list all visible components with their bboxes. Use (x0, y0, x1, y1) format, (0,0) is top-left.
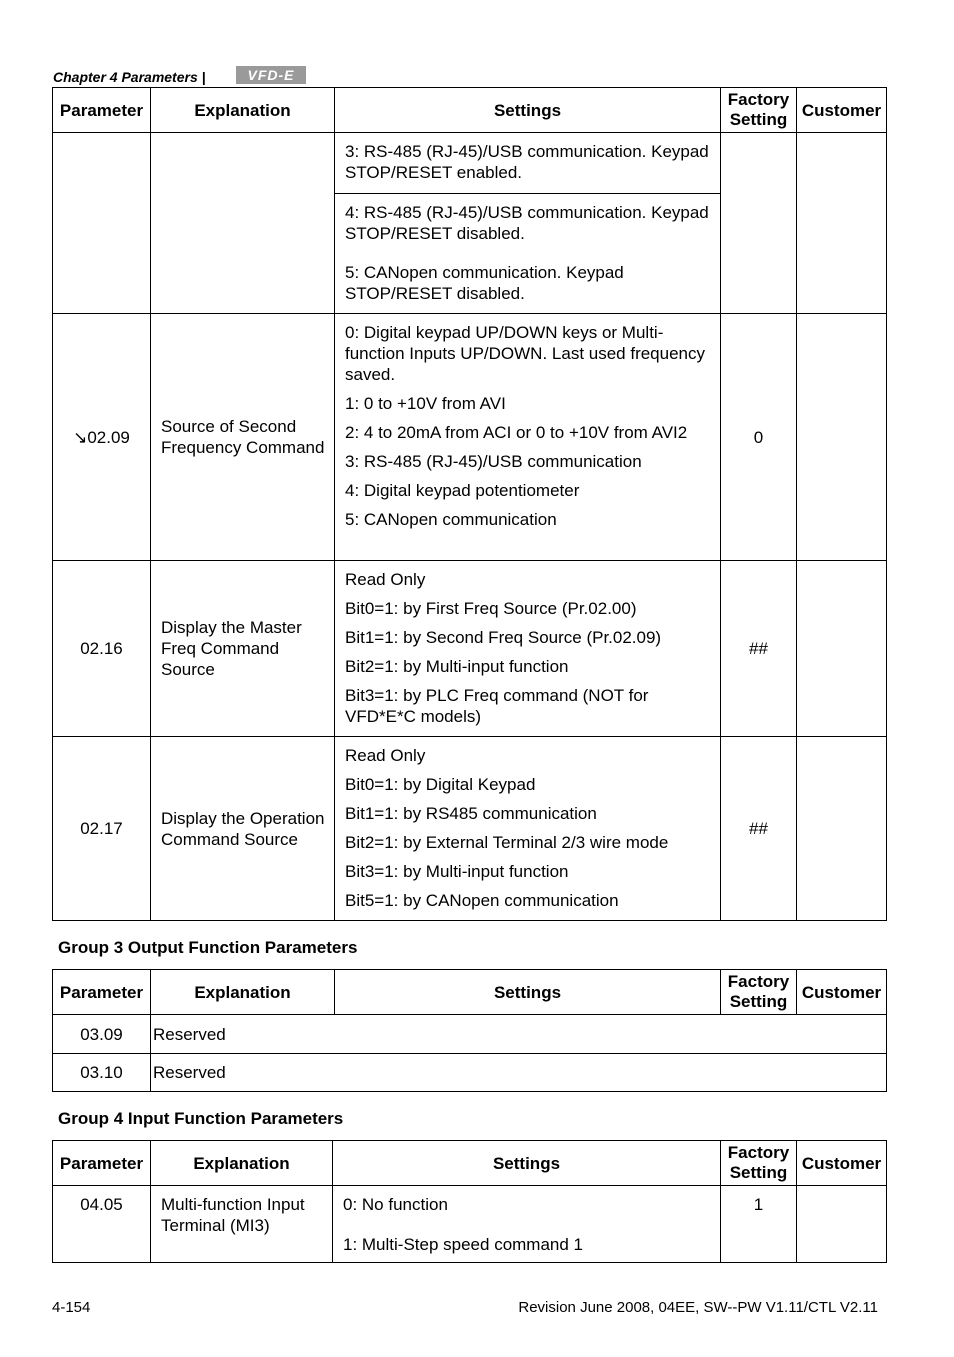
revision-text: Revision June 2008, 04EE, SW--PW V1.11/CTL V2.11 (518, 1299, 878, 1316)
col-customer: Customer (797, 970, 887, 1015)
parameter-table-group2 (52, 87, 887, 921)
param-number: 02.09 (87, 427, 130, 447)
vfd-e-logo: VFD-E (236, 66, 306, 84)
param-cell: 04.05 (53, 1186, 151, 1263)
pen-icon: ↘ (73, 427, 88, 447)
col-factory-setting: Factory Setting (721, 88, 797, 133)
col-settings: Settings (335, 970, 721, 1015)
customer-cell (797, 133, 887, 314)
col-explanation: Explanation (151, 1141, 333, 1186)
setting-item: Bit1=1: by RS485 communication (345, 804, 597, 823)
page-number: 4-154 (52, 1299, 91, 1316)
setting-item: Bit1=1: by Second Freq Source (Pr.02.09) (345, 628, 662, 647)
col-parameter: Parameter (53, 970, 151, 1015)
setting-item: 3: RS-485 (RJ-45)/USB communication (345, 452, 642, 471)
param-cell: 02.17 (53, 737, 151, 921)
customer-cell (797, 737, 887, 921)
setting-item: 0: No function (343, 1195, 448, 1214)
table-header-row (53, 1141, 887, 1186)
explanation-cell: Source of Second Frequency Command (151, 314, 335, 561)
settings-cell (335, 133, 721, 314)
factory-cell: 1 (721, 1186, 797, 1263)
settings-cell (335, 314, 721, 561)
col-explanation: Explanation (151, 970, 335, 1015)
parameter-table-group4 (52, 1140, 887, 1263)
col-factory-setting: Factory Setting (721, 1141, 797, 1186)
setting-item: 0: Digital keypad UP/DOWN keys or Multi-function Inputs UP/DOWN. Last used frequency saved. (345, 323, 706, 384)
setting-item: 4: RS-485 (RJ-45)/USB communication. Keypad STOP/RESET disabled. (345, 203, 709, 243)
factory-cell: ## (721, 737, 797, 921)
settings-cell (335, 561, 721, 737)
explanation-cell (151, 133, 335, 314)
table-row (53, 1054, 887, 1092)
col-settings: Settings (333, 1141, 721, 1186)
setting-item: Bit2=1: by Multi-input function (345, 657, 569, 676)
setting-item: 1: Multi-Step speed command 1 (343, 1235, 584, 1254)
table-row (53, 133, 887, 314)
setting-item: 1: 0 to +10V from AVI (345, 394, 506, 413)
col-parameter: Parameter (53, 88, 151, 133)
param-cell: 02.16 (53, 561, 151, 737)
settings-cell (333, 1186, 721, 1263)
col-customer: Customer (797, 88, 887, 133)
setting-item: Bit3=1: by PLC Freq command (NOT for VFD*E*C models) (345, 686, 649, 726)
explanation-cell: Multi-function Input Terminal (MI3) (151, 1186, 333, 1263)
table-row (53, 561, 887, 737)
col-factory-setting: Factory Setting (721, 970, 797, 1015)
setting-item: Read Only (345, 746, 426, 765)
setting-item: Bit0=1: by First Freq Source (Pr.02.00) (345, 599, 637, 618)
customer-cell (797, 314, 887, 561)
col-settings: Settings (335, 88, 721, 133)
factory-cell (721, 133, 797, 314)
setting-item: Bit0=1: by Digital Keypad (345, 775, 536, 794)
factory-cell: 0 (721, 314, 797, 561)
setting-item: 4: Digital keypad potentiometer (345, 481, 580, 500)
table-header-row (53, 88, 887, 133)
explanation-cell: Reserved (151, 1015, 887, 1054)
col-explanation: Explanation (151, 88, 335, 133)
factory-cell: ## (721, 561, 797, 737)
col-customer: Customer (797, 1141, 887, 1186)
explanation-cell: Display the Operation Command Source (151, 737, 335, 921)
settings-cell (335, 737, 721, 921)
param-cell (53, 133, 151, 314)
setting-item: Bit2=1: by External Terminal 2/3 wire mode (345, 833, 669, 852)
table-row (53, 737, 887, 921)
explanation-cell: Reserved (151, 1054, 887, 1092)
param-cell (53, 314, 151, 561)
parameter-table-group3 (52, 969, 887, 1092)
table-header-row (53, 970, 887, 1015)
setting-item: 5: CANopen communication (345, 510, 557, 529)
setting-item: Bit3=1: by Multi-input function (345, 862, 569, 881)
setting-item: 2: 4 to 20mA from ACI or 0 to +10V from AVI2 (345, 423, 688, 442)
customer-cell (797, 1186, 887, 1263)
customer-cell (797, 561, 887, 737)
param-cell: 03.10 (53, 1054, 151, 1092)
group4-title: Group 4 Input Function Parameters (58, 1109, 344, 1128)
group3-title: Group 3 Output Function Parameters (58, 938, 358, 957)
table-row (53, 1186, 887, 1263)
setting-item: 3: RS-485 (RJ-45)/USB communication. Keypad STOP/RESET enabled. (335, 133, 720, 194)
setting-item: 5: CANopen communication. Keypad STOP/RESET disabled. (345, 263, 624, 303)
setting-item: Bit5=1: by CANopen communication (345, 891, 619, 910)
param-cell: 03.09 (53, 1015, 151, 1054)
explanation-cell: Display the Master Freq Command Source (151, 561, 335, 737)
col-parameter: Parameter (53, 1141, 151, 1186)
chapter-title: Chapter 4 Parameters | (53, 69, 206, 85)
table-row (53, 314, 887, 561)
setting-item: Read Only (345, 570, 426, 589)
table-row (53, 1015, 887, 1054)
